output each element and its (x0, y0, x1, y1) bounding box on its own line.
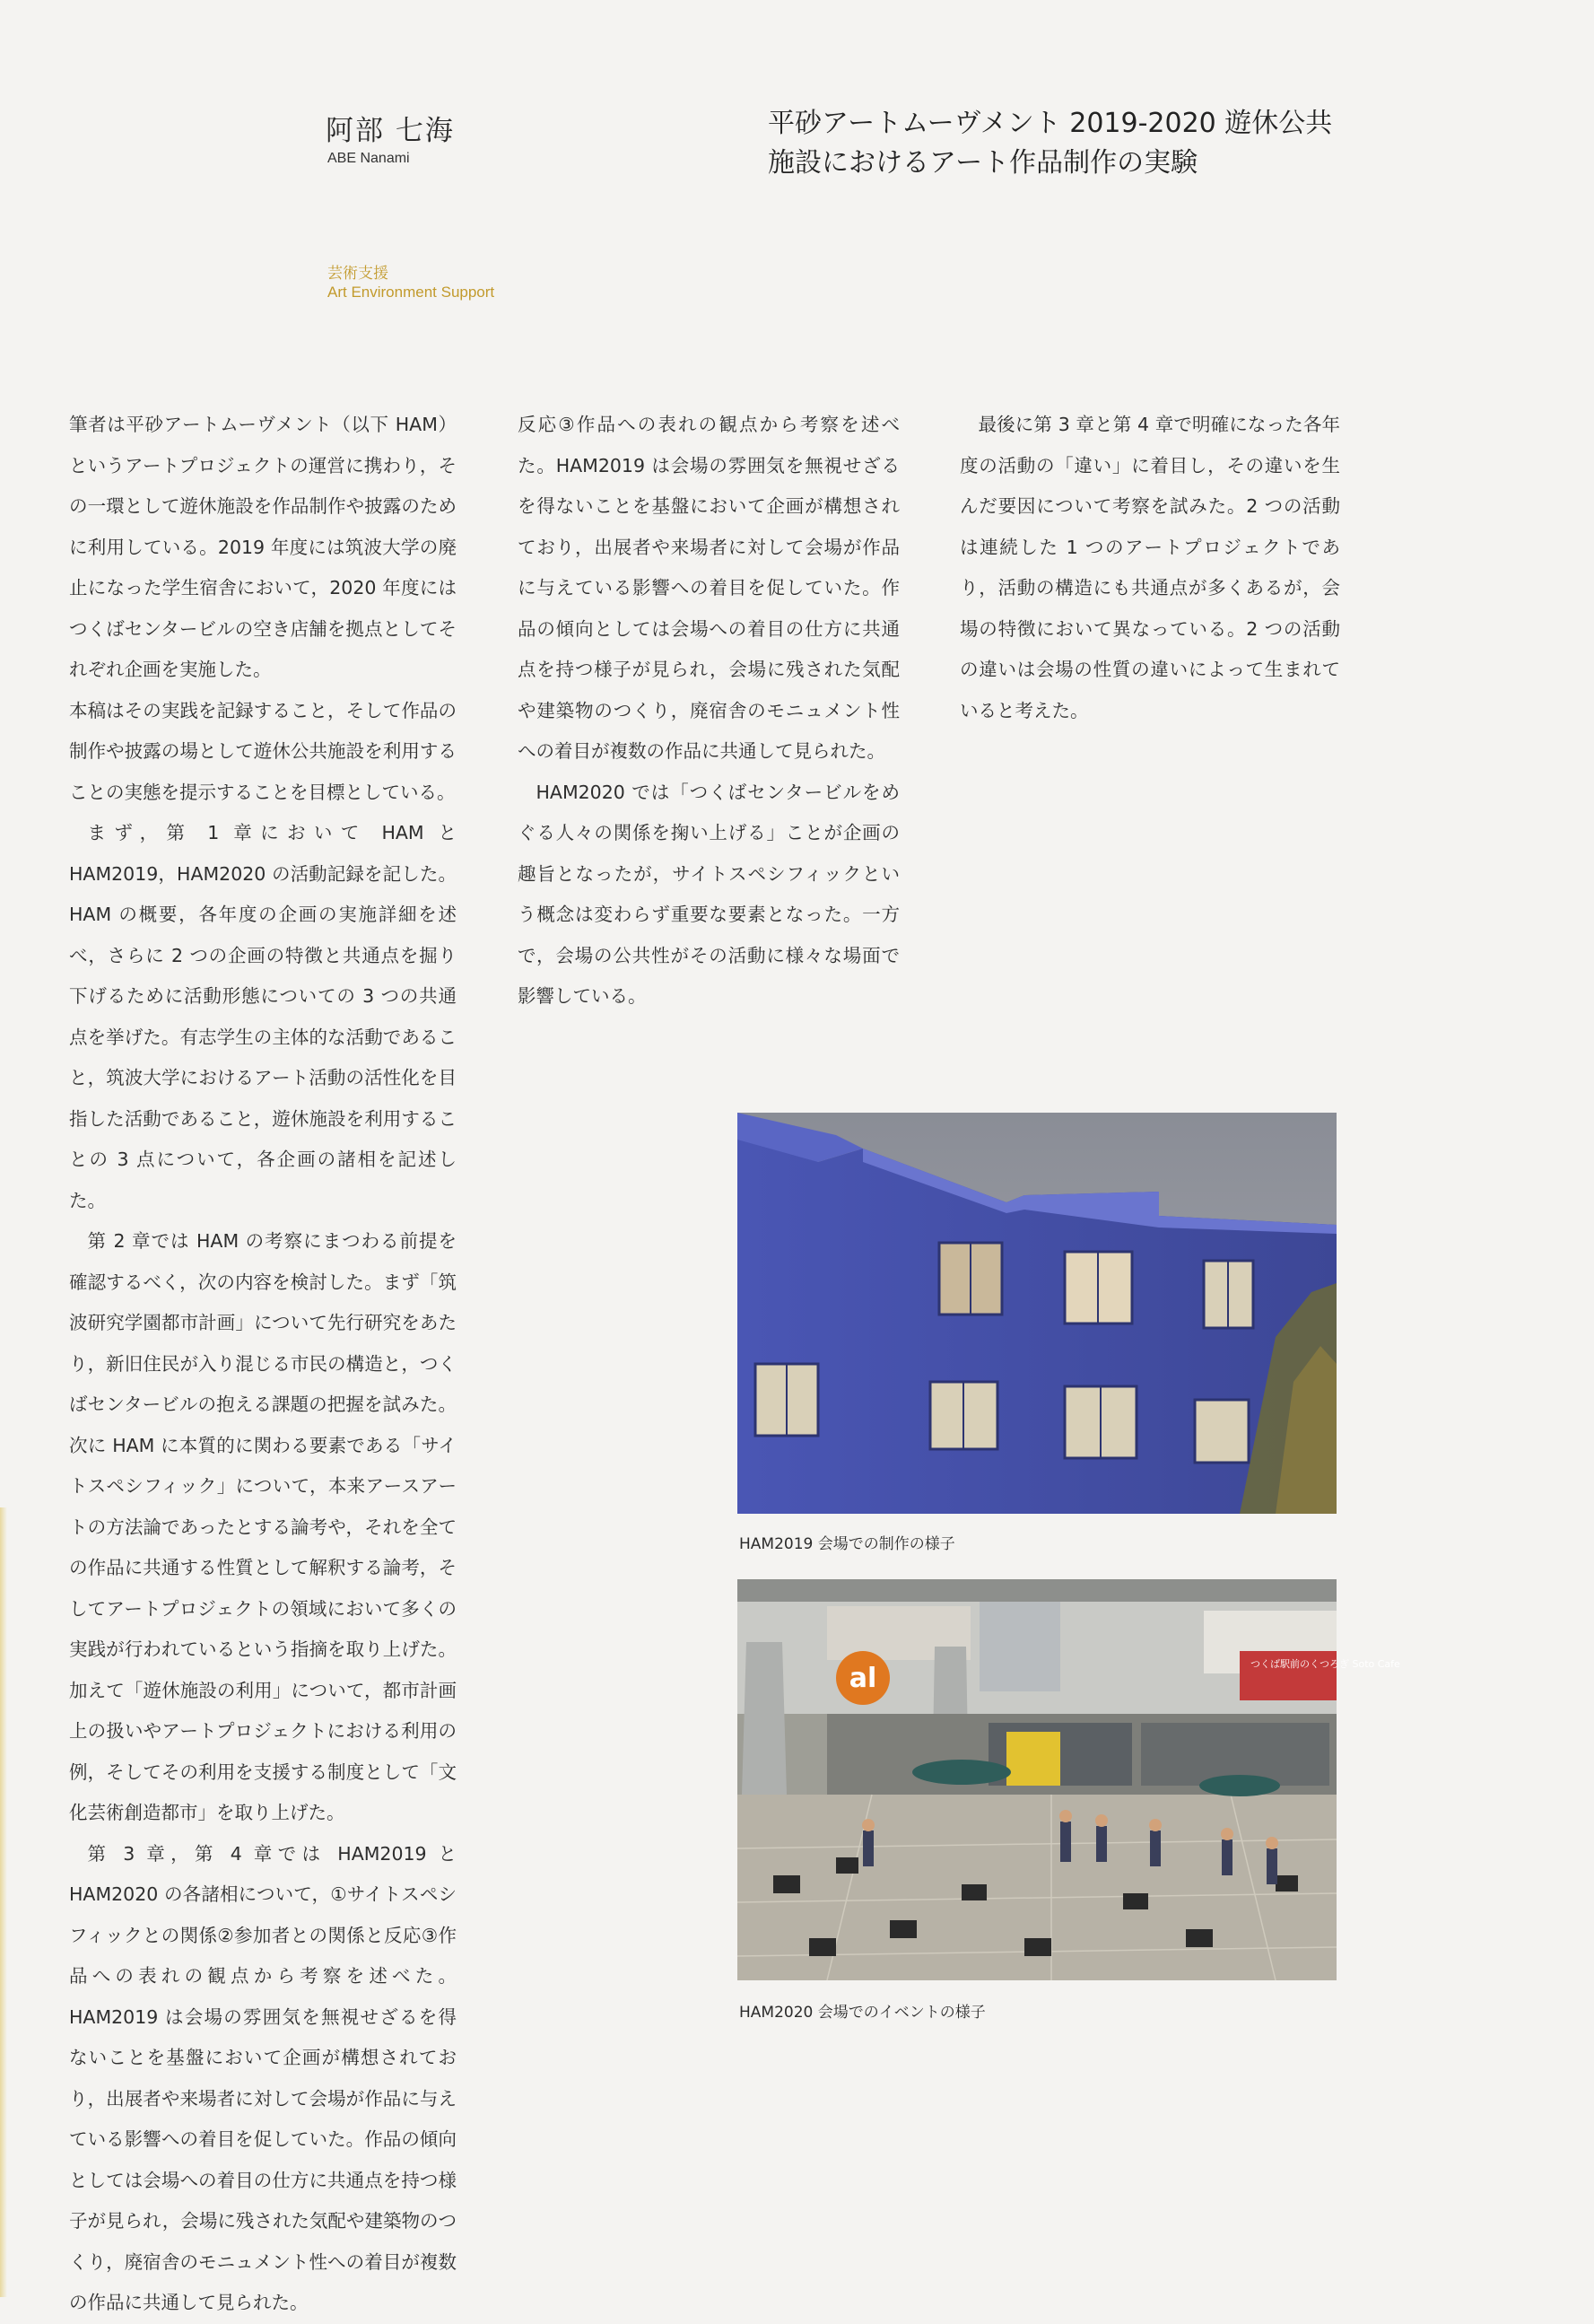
banner-text: つくば駅前のくつろぎ Soto Cafe (1250, 1658, 1400, 1670)
column-3 (960, 405, 1340, 731)
figure-caption-2: HAM2020 会場でのイベントの様子 (739, 2004, 986, 2022)
paragraph-7: 最後に第 3 章と第 4 章で明確になった各年度の活動の「違い」に着目し，その違いを生んだ要因について考察を試みた。2 つの活動は連続した 1 つのアートプロジェクトであり，活動の構造にも共通点が多くあるが，会場の特徴において異なっている。2 つの活動の違いは会場の性質の違いによって生まれていると考えた。 (960, 414, 1340, 721)
column-1 (69, 405, 457, 2313)
paragraph-2: 本稿はその実践を記録すること，そして作品の制作や披露の場として遊休公共施設を利用することの実態を提示することを目標としている。 (69, 699, 457, 803)
paragraph-1: 筆者は平砂アートムーヴメント（以下 HAM）というアートプロジェクトの運営に携わり，その一環として遊休施設を作品制作や披露のために利用している。2019 年度には筑波大学の廃止になった学生宿舎において，2020 年度にはつくばセンタービルの空き店舗を拠点としてそれぞれ企画を実施した。 (69, 414, 457, 680)
category-ja: 芸術支援 (327, 265, 388, 283)
photo-plaza-event (737, 1579, 1400, 1980)
paragraph-3: まず，第 1 章において HAM と HAM2019，HAM2020 の活動記録を記した。HAM の概要，各年度の企画の実施詳細を述べ，さらに 2 つの企画の特徴と共通点を掘り下げるために活動形態についての 3 つの共通点を挙げた。有志学生の主体的な活動であること，筑波大学におけるアート活動の活性化を目指した活動であること，遊休施設を利用することの 3 点について，各企画の諸相を記述した。 (69, 822, 457, 1211)
title-line-1: 平砂アートムーヴメント 2019-2020 遊休公共 (768, 108, 1333, 139)
figure-caption-1: HAM2019 会場での制作の様子 (739, 1535, 955, 1553)
author-name: 阿部 七海 (326, 115, 455, 147)
logo-letters: al (849, 1663, 877, 1694)
paragraph-6: HAM2020 では「つくばセンタービルをめぐる人々の関係を掬い上げる」ことが企画の趣旨となったが，サイトスペシフィックという概念は変わらず重要な要素となった。一方で，会場の公共性がその活動に様々な場面で影響している。 (518, 781, 900, 1007)
title-line-2: 施設におけるアート作品制作の実験 (768, 147, 1198, 179)
author-roman: ABE Nanami (327, 151, 410, 166)
photo-building (737, 1113, 1337, 1514)
paper-title (768, 104, 1468, 183)
category-en: Art Environment Support (327, 284, 495, 301)
building-illustration (737, 1113, 1337, 1514)
paragraph-5: 第 3 章，第 4 章では HAM2019 と HAM2020 の各諸相について，①サイトスペシフィックとの関係②参加者との関係と反応③作品への表れの観点から考察を述べた。HAM2019 は会場の雰囲気を無視せざるを得ないことを基盤において企画が構想されており，出展者や来場者に対して会場が作品に与えている影響への着目を促していた。作品の傾向としては会場への着目の仕方に共通点を持つ様子が見られ，会場に残された気配や建築物のつくり，廃宿舎のモニュメント性への着目が複数の作品に共通して見られた。 (69, 1842, 457, 2313)
paragraph-4: 第 2 章では HAM の考察にまつわる前提を確認するべく，次の内容を検討した。まず「筑波研究学園都市計画」について先行研究をあたり，新旧住民が入り混じる市民の構造と，つくばセンタービルの抱える課題の把握を試みた。次に HAM に本質的に関わる要素である「サイトスペシフィック」について，本来アースアートの方法論であったとする論考や，それを全ての作品に共通する性質として解釈する論考，そしてアートプロジェクトの領域において多くの実践が行われているという指摘を取り上げた。加えて「遊休施設の利用」について，都市計画上の扱いやアートプロジェクトにおける利用の例，そしてその利用を支援する制度として「文化芸術創造都市」を取り上げた。 (69, 1230, 457, 1823)
plaza-illustration (737, 1579, 1400, 1980)
column-2 (518, 405, 900, 1018)
page-edge (0, 1507, 7, 2297)
paragraph-5-cont: 反応③作品への表れの観点から考察を述べた。HAM2019 は会場の雰囲気を無視せざるを得ないことを基盤において企画が構想されており，出展者や来場者に対して会場が作品に与えている影響への着目を促していた。作品の傾向としては会場への着目の仕方に共通点を持つ様子が見られ，会場に残された気配や建築物のつくり，廃宿舎のモニュメント性への着目が複数の作品に共通して見られた。 (518, 414, 900, 762)
